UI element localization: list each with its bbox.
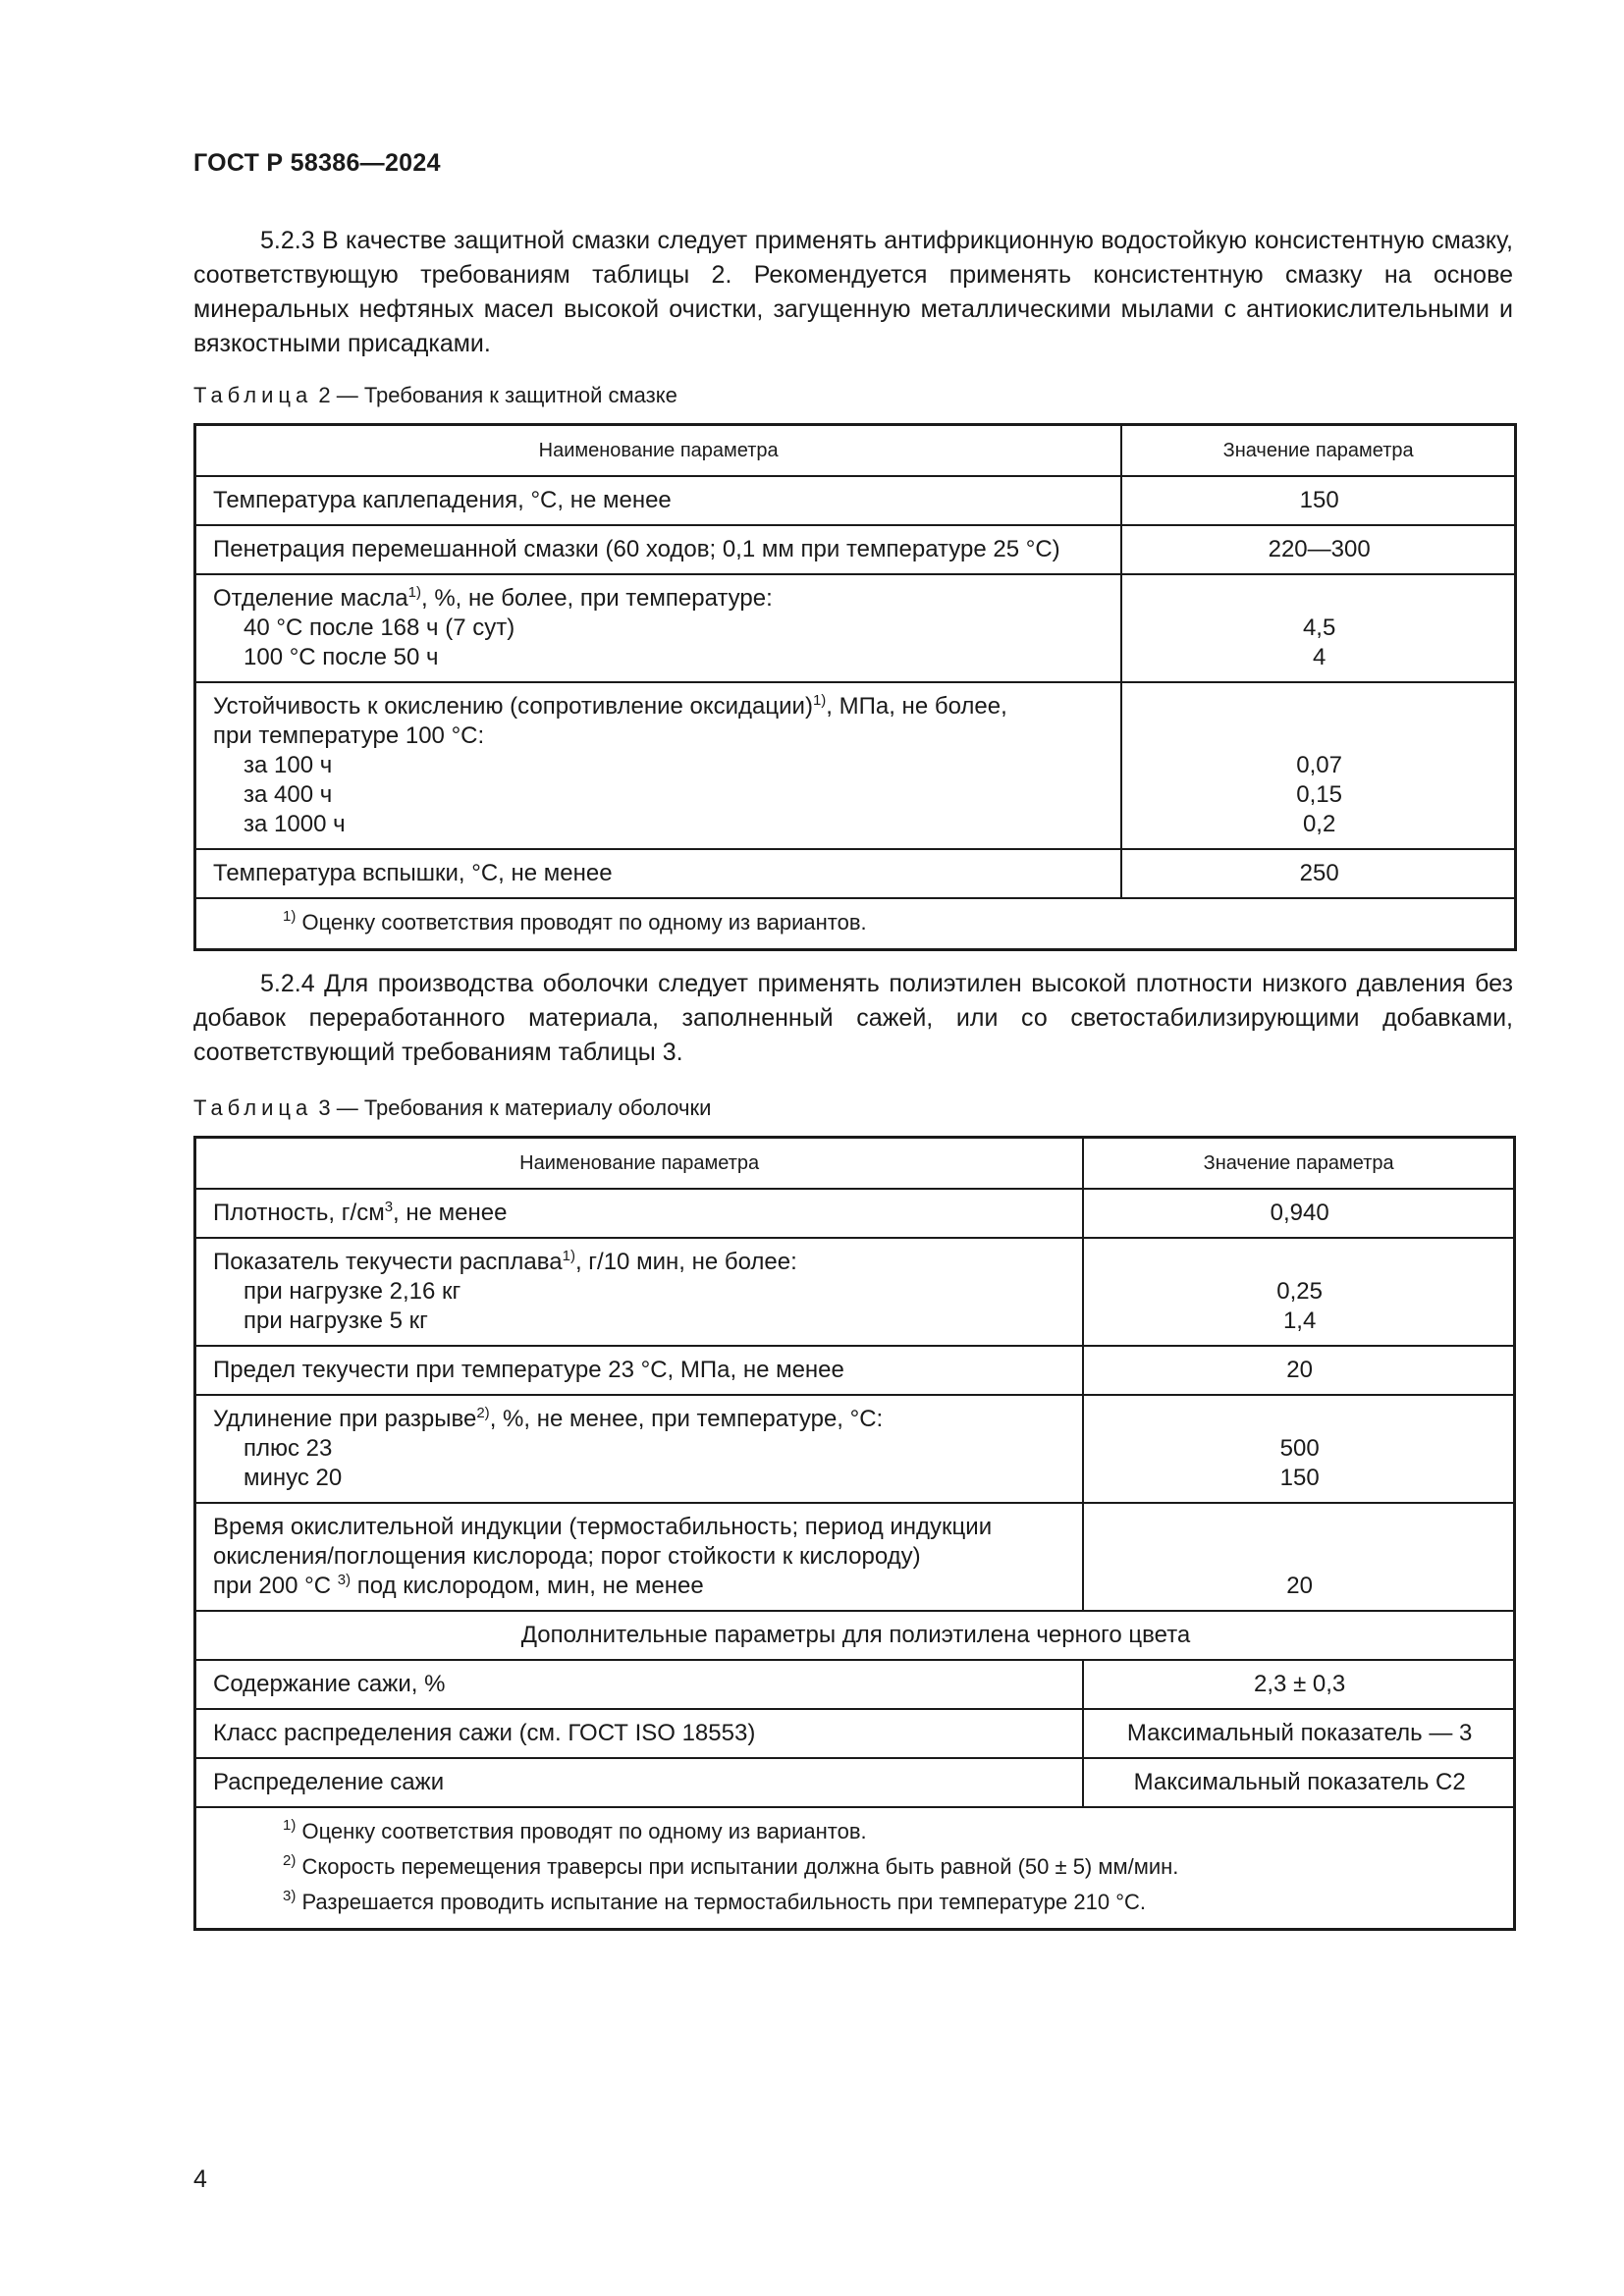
sub-param: за 400 ч [244, 781, 333, 808]
param-name: Температура каплепадения, °С, не менее [195, 476, 1122, 525]
table-row [195, 476, 1516, 525]
param-value: 0,25 1,4 [1083, 1238, 1514, 1346]
param-value: 20 [1083, 1503, 1514, 1611]
table-row [195, 525, 1516, 574]
param-value: 150 [1121, 476, 1515, 525]
sub-param: минус 20 [244, 1465, 343, 1491]
sub-param: 40 °С после 168 ч (7 сут) [244, 614, 515, 641]
sub-param: 100 °С после 50 ч [244, 644, 439, 670]
footnotes [195, 898, 1516, 950]
paragraph-5-2-4: 5.2.4 Для производства оболочки следует применять полиэтилен высокой плотности низкого давления без добавок переработанного материала, заполненный сажей, или со светостабилизирующими добавками, соответствующий требованиям таблицы 3. [193, 970, 1513, 1066]
param-value: 2,3 ± 0,3 [1083, 1660, 1514, 1709]
footnotes [195, 1807, 1515, 1930]
param-value: 500 150 [1083, 1395, 1514, 1503]
param-name: Предел текучести при температуре 23 °С, МПа, не менее [195, 1346, 1084, 1395]
param-name: Время окислительной индукции (термостабильность; период индукции окисления/поглощения кислорода; порог стойкости к кислороду) при 200 °С $^{3)}$ под кислородом, мин, не менее [195, 1503, 1084, 1611]
footnote-ref: 1) [812, 692, 827, 709]
param-name: Температура вспышки, °С, не менее [195, 849, 1122, 898]
footnote-ref: 1) [562, 1248, 575, 1264]
param-value: 4,5 4 [1121, 574, 1515, 682]
table-2 [193, 423, 1517, 951]
param-name: Пенетрация перемешанной смазки (60 ходов; 0,1 мм при температуре 25 °С) [195, 525, 1122, 574]
caption-word: Таблица [193, 1095, 313, 1120]
footnote: $^{1)}$ Оценку соответствия проводят по одному из вариантов. [283, 1817, 867, 1843]
param-value: 0,940 [1083, 1189, 1514, 1238]
table-3-caption [193, 1095, 711, 1121]
table-row [195, 1346, 1515, 1395]
table-row [195, 1758, 1515, 1807]
param-value: 0,07 0,15 0,2 [1121, 682, 1515, 849]
sub-param: за 100 ч [244, 752, 333, 778]
sub-param: при нагрузке 2,16 кг [244, 1278, 461, 1305]
column-header-name: Наименование параметра [195, 1138, 1084, 1190]
table-row [195, 1189, 1515, 1238]
page-number: 4 [193, 2165, 207, 2193]
footnote-ref: 3) [337, 1572, 352, 1588]
document-header: ГОСТ Р 58386—2024 [193, 149, 441, 177]
section-row [195, 1611, 1515, 1660]
table-header-row [195, 425, 1516, 477]
footnotes-row [195, 898, 1516, 950]
column-header-value: Значение параметра [1083, 1138, 1514, 1190]
param-name: Отделение масла$^{1)}$, %, не более, при температуре: 40 °С после 168 ч (7 сут) 100 °С после 50 ч [195, 574, 1122, 682]
param-name: Устойчивость к окислению (сопротивление оксидации)$^{1)}$, МПа, не более, при температуре 100 °С: за 100 ч за 400 ч за 1000 ч [195, 682, 1122, 849]
footnote-ref: 1) [407, 584, 421, 601]
sub-param: за 1000 ч [244, 811, 346, 837]
table-row [195, 1503, 1515, 1611]
param-value: 250 [1121, 849, 1515, 898]
sub-param: плюс 23 [244, 1435, 333, 1462]
paragraph-5-2-3: 5.2.3 В качестве защитной смазки следует применять антифрикционную водостойкую консистентную смазку, соответствующую требованиям таблицы 2. Рекомендуется применять консистентную смазку на основе минеральных нефтяных масел высокой очистки, загущенную металлическими мылами с антиокислительными и вязкостными присадками. [193, 227, 1513, 357]
param-name: Класс распределения сажи (см. ГОСТ ISO 18553) [195, 1709, 1084, 1758]
table-row [195, 682, 1516, 849]
param-value: Максимальный показатель С2 [1083, 1758, 1514, 1807]
table-2-caption [193, 383, 677, 408]
footnote: $^{3)}$ Разрешается проводить испытание на термостабильность при температуре 210 °С. [283, 1888, 1147, 1914]
section-heading: Дополнительные параметры для полиэтилена черного цвета [195, 1611, 1515, 1660]
caption-title: 2 — Требования к защитной смазке [312, 383, 677, 407]
footnotes-row [195, 1807, 1515, 1930]
column-header-name: Наименование параметра [195, 425, 1122, 477]
caption-title: 3 — Требования к материалу оболочки [312, 1095, 712, 1120]
param-name: Плотность, $г/см^3$, не менее [195, 1189, 1084, 1238]
footnote: $^{2)}$ Скорость перемещения траверсы при испытании должна быть равной (50 ± 5) мм/мин. [283, 1852, 1179, 1879]
footnote-ref: 2) [476, 1405, 490, 1421]
param-name: Удлинение при разрыве$^{2)}$, %, не менее, при температуре, °С: плюс 23 минус 20 [195, 1395, 1084, 1503]
caption-word: Таблица [193, 383, 313, 407]
param-value: 20 [1083, 1346, 1514, 1395]
table-row [195, 1395, 1515, 1503]
param-value: 220—300 [1121, 525, 1515, 574]
table-3 [193, 1136, 1516, 1931]
superscript: 3 [384, 1199, 394, 1215]
param-name: Распределение сажи [195, 1758, 1084, 1807]
param-name: Содержание сажи, % [195, 1660, 1084, 1709]
table-row [195, 1238, 1515, 1346]
table-row [195, 1709, 1515, 1758]
param-value: Максимальный показатель — 3 [1083, 1709, 1514, 1758]
table-row [195, 1660, 1515, 1709]
table-row [195, 849, 1516, 898]
column-header-value: Значение параметра [1121, 425, 1515, 477]
table-row [195, 574, 1516, 682]
table-header-row [195, 1138, 1515, 1190]
footnote: $^{1)}$ Оценку соответствия проводят по одному из вариантов. [283, 908, 867, 934]
sub-param: при нагрузке 5 кг [244, 1308, 428, 1334]
param-name: Показатель текучести расплава$^{1)}$, г/10 мин, не более: при нагрузке 2,16 кг при нагрузке 5 кг [195, 1238, 1084, 1346]
